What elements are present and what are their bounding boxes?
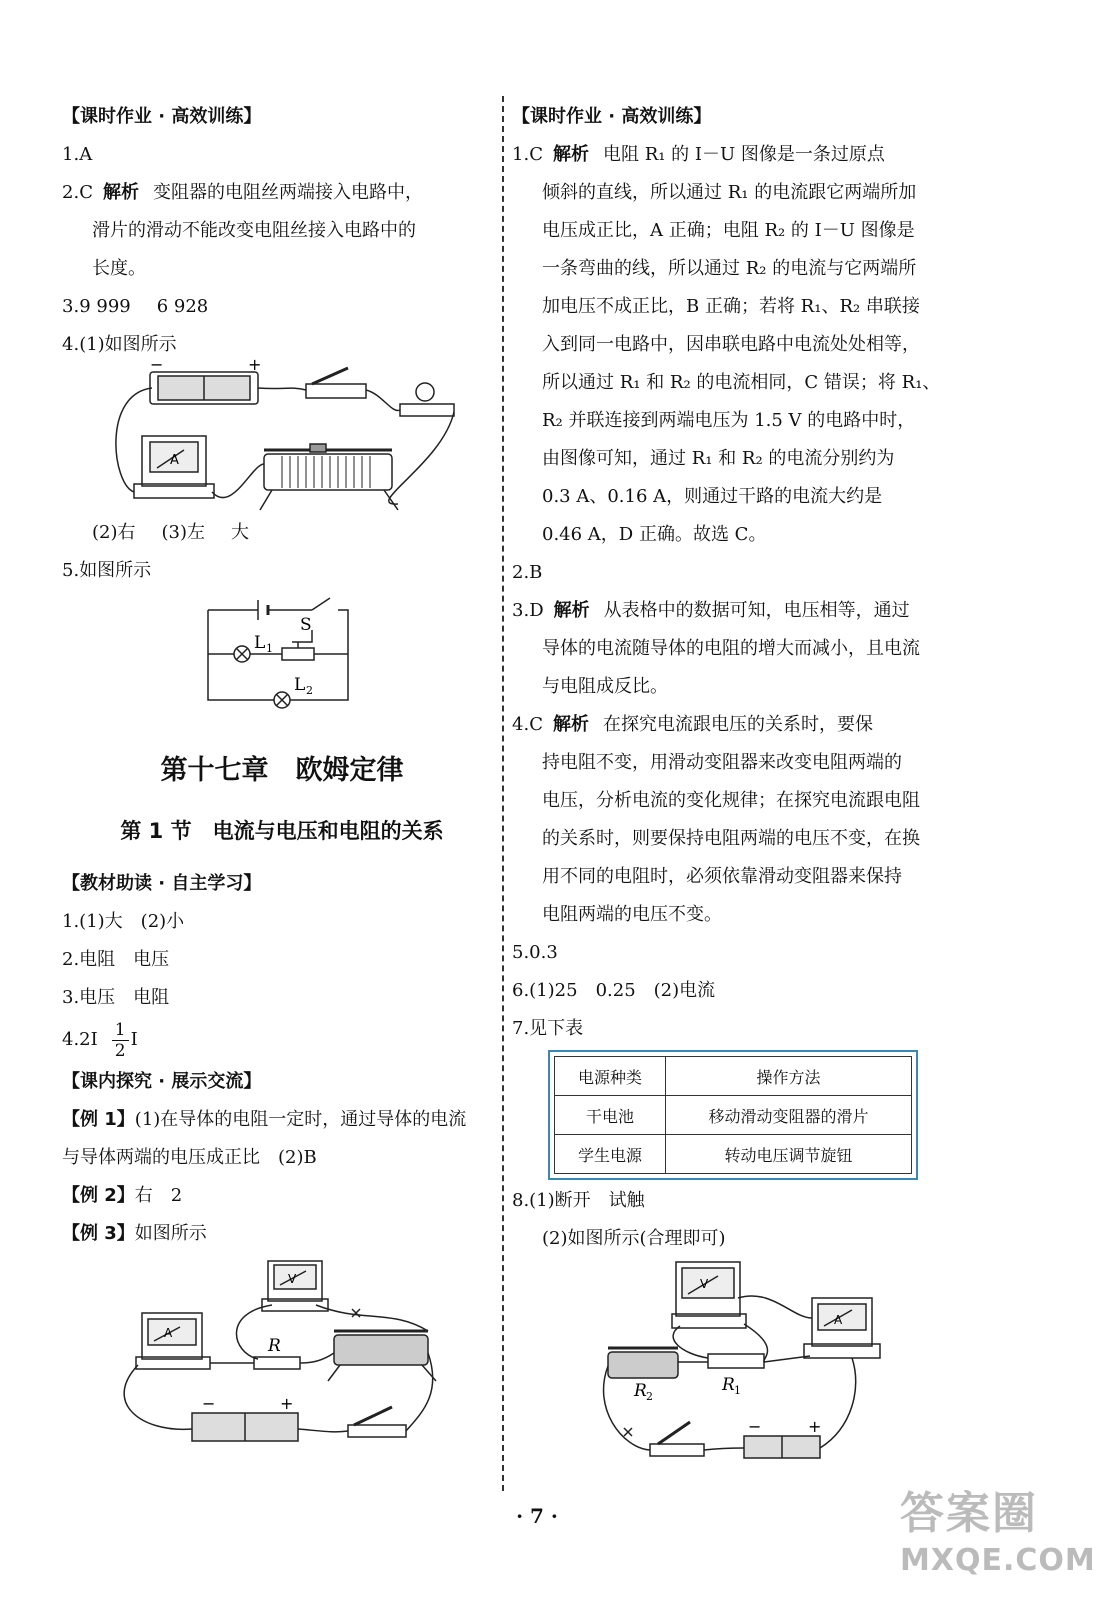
- r-answer-8: 8.(1)断开 试触: [512, 1190, 645, 1211]
- r-answer-1: 1.C 解析 电阻 R₁ 的 I－U 图像是一条过原点: [512, 144, 885, 165]
- circuit-figure-example-3: [62, 1253, 482, 1453]
- fig-ex3-plus-label: +: [280, 1394, 294, 1413]
- fig5-l1-label: L: [254, 633, 266, 653]
- table-cell: 干电池: [555, 1096, 666, 1135]
- r-answer-3-line: 与电阻成反比。: [542, 676, 668, 697]
- r-answer-5: 5.0.3: [512, 942, 558, 963]
- fig5-switch-label: S: [300, 615, 312, 635]
- fig8-r2-sub: 2: [646, 1390, 653, 1403]
- example-1-cont: 与导体两端的电压成正比 (2)B: [62, 1147, 317, 1168]
- fraction: $\frac{1}{2}$: [112, 1020, 129, 1061]
- fig8-r1-label: R: [722, 1375, 735, 1395]
- answer-3: 3.9 999 6 928: [62, 296, 209, 317]
- right-column: [512, 96, 962, 1458]
- page-number: · 7 ·: [516, 1504, 558, 1528]
- answer-2-cont-2: 长度。: [92, 258, 146, 279]
- r-answer-7: 7.见下表: [512, 1018, 584, 1039]
- homework-header-left: 【课时作业 · 高效训练】: [62, 106, 262, 127]
- table-cell: 转动电压调节旋钮: [666, 1135, 912, 1174]
- example-3: 【例 3】如图所示: [62, 1223, 207, 1244]
- r-answer-1-line: 一条弯曲的线，所以通过 R₂ 的电流与它两端所: [542, 258, 917, 279]
- r-answer-1-line: 0.3 A、0.16 A，则通过干路的电流大约是: [542, 486, 883, 507]
- circuit-figure-4: [62, 355, 482, 514]
- fig-ex3-resistor-label: R: [268, 1336, 281, 1356]
- fig5-l2-sub: 2: [306, 684, 313, 697]
- fig8-r2-label: R: [634, 1381, 647, 1401]
- fig8-minus-label: −: [748, 1417, 762, 1436]
- fig5-l1-sub: 1: [266, 642, 273, 655]
- fig8-voltmeter-label: V: [700, 1277, 709, 1291]
- fig-ex3-ammeter-label: A: [164, 1326, 173, 1340]
- example-1: 【例 1】(1)在导体的电阻一定时，通过导体的电流: [62, 1109, 467, 1130]
- answer-4-parts: (2)右 (3)左 大: [92, 522, 249, 543]
- study-4: 4.2I $\frac{1}{2}$ I: [62, 1019, 138, 1061]
- table-header: 电源种类: [555, 1057, 666, 1096]
- r-answer-4-line: 持电阻不变，用滑动变阻器来改变电阻两端的: [542, 752, 902, 773]
- r-answer-1-line: 加电压不成正比，B 正确；若将 R₁、R₂ 串联接: [542, 296, 920, 317]
- r-answer-1-line: 0.46 A，D 正确。故选 C。: [542, 524, 767, 545]
- r-answer-1-line: 倾斜的直线，所以通过 R₁ 的电流跟它两端所加: [542, 182, 917, 203]
- r-answer-2: 2.B: [512, 562, 543, 583]
- circuit-figure-8: [512, 1258, 952, 1458]
- r-answer-4: 4.C 解析 在探究电流跟电压的关系时，要保: [512, 714, 873, 735]
- homework-header-right: 【课时作业 · 高效训练】: [512, 106, 712, 127]
- fig-ex3-voltmeter-label: V: [288, 1272, 297, 1286]
- circuit-diagram-5: [62, 590, 482, 710]
- watermark-url: MXQE.COM: [900, 1543, 1096, 1578]
- r-answer-1-line: 由图像可知，通过 R₁ 和 R₂ 的电流分别约为: [542, 448, 895, 469]
- explore-header: 【课内探究 · 展示交流】: [62, 1071, 262, 1092]
- fig4-minus-label: −: [150, 355, 164, 374]
- fig4-meter-label: A: [170, 453, 179, 468]
- r-answer-4-line: 用不同的电阻时，必须依靠滑动变阻器来保持: [542, 866, 902, 887]
- fig8-ammeter-label: A: [834, 1313, 843, 1327]
- r-answer-6: 6.(1)25 0.25 (2)电流: [512, 980, 716, 1001]
- r-answer-1-line: 电压成正比，A 正确；电阻 R₂ 的 I－U 图像是: [542, 220, 915, 241]
- table-row: [555, 1135, 912, 1174]
- r-answer-8-part2: (2)如图所示(合理即可): [542, 1228, 726, 1249]
- fig-ex3-minus-label: −: [202, 1394, 216, 1413]
- study-1: 1.(1)大 (2)小: [62, 911, 185, 932]
- answer-5: 5.如图所示: [62, 560, 152, 581]
- study-2: 2.电阻 电压: [62, 949, 170, 970]
- r-answer-3-line: 导体的电流随导体的电阻的增大而减小，且电流: [542, 638, 920, 659]
- section-title: 第 1 节 电流与电压和电阻的关系: [120, 819, 444, 843]
- example-2: 【例 2】右 2: [62, 1185, 183, 1206]
- table-row: [555, 1096, 912, 1135]
- answer-1: 1.A: [62, 144, 93, 165]
- r-answer-4-line: 电压，分析电流的变化规律；在探究电流跟电阻: [542, 790, 920, 811]
- answer-2-cont-1: 滑片的滑动不能改变电阻丝接入电路中的: [92, 220, 416, 241]
- r-answer-1-line: 所以通过 R₁ 和 R₂ 的电流相同，C 错误；将 R₁、: [542, 372, 941, 393]
- answer-2: 2.C 解析 变阻器的电阻丝两端接入电路中，: [62, 182, 423, 203]
- left-column: [62, 96, 502, 1453]
- table-header: 操作方法: [666, 1057, 912, 1096]
- table-cell: 移动滑动变阻器的滑片: [666, 1096, 912, 1135]
- answer-4: 4.(1)如图所示: [62, 334, 177, 355]
- fig8-r1-sub: 1: [734, 1384, 741, 1397]
- fig4-plus-label: +: [248, 355, 262, 374]
- power-source-table: [554, 1056, 912, 1174]
- fig8-plus-label: +: [808, 1417, 822, 1436]
- watermark: [900, 1485, 1096, 1595]
- r-answer-4-line: 电阻两端的电压不变。: [542, 904, 722, 925]
- r-answer-3: 3.D 解析 从表格中的数据可知，电压相等，通过: [512, 600, 910, 621]
- r-answer-4-line: 的关系时，则要保持电阻两端的电压不变，在换: [542, 828, 920, 849]
- column-divider: [502, 96, 504, 1491]
- r-answer-1-line: R₂ 并联连接到两端电压为 1.5 V 的电路中时，: [542, 410, 916, 431]
- fig5-l2-label: L: [294, 675, 306, 695]
- study-3: 3.电压 电阻: [62, 987, 170, 1008]
- study-header: 【教材助读 · 自主学习】: [62, 873, 262, 894]
- r-answer-1-line: 入到同一电路中，因串联电路中电流处处相等，: [542, 334, 920, 355]
- watermark-logo-text: 答案圈: [900, 1488, 1038, 1539]
- chapter-title: 第十七章 欧姆定律: [160, 755, 404, 786]
- table-header-row: [555, 1057, 912, 1096]
- table-cell: 学生电源: [555, 1135, 666, 1174]
